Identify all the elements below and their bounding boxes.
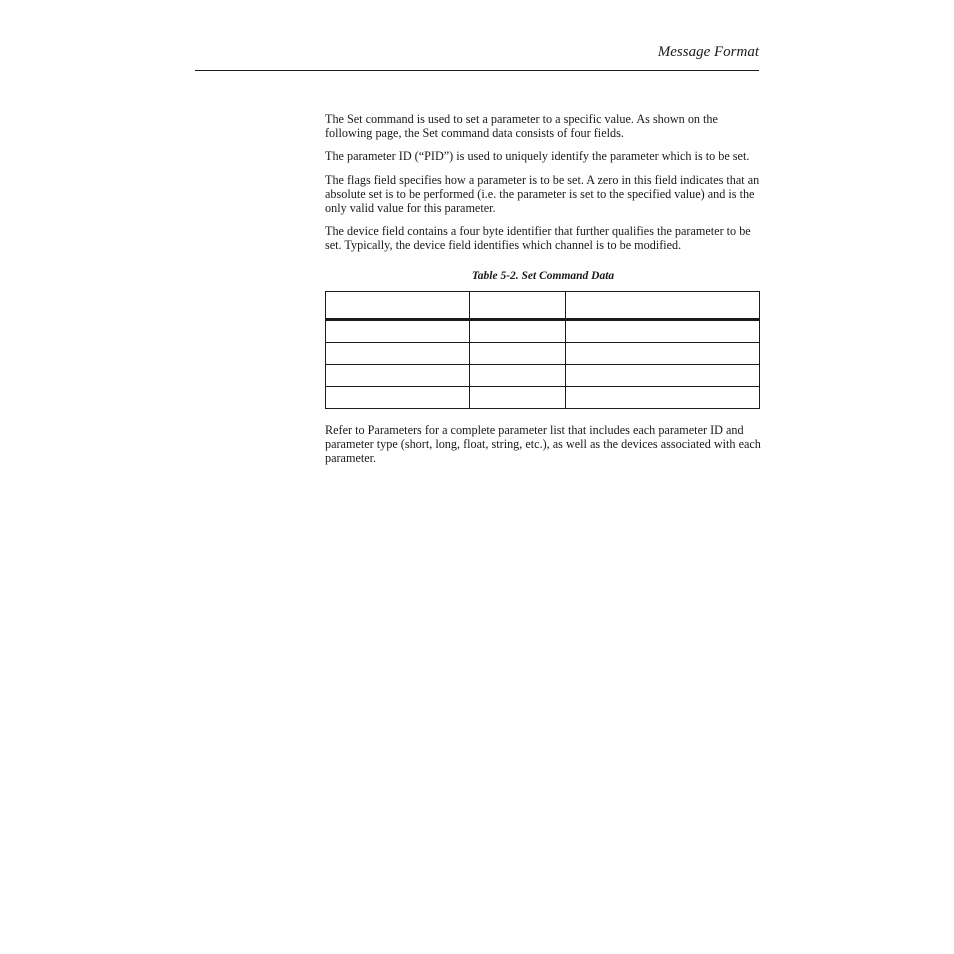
body-text xyxy=(325,112,761,474)
table-cell xyxy=(326,364,470,386)
table-cell xyxy=(470,364,566,386)
table-header-cell xyxy=(326,291,470,319)
header-rule xyxy=(195,70,759,71)
paragraph-refer-to-parameters: Refer to Parameters for a complete parameter list that includes each parameter ID and parameter type (short, long, float, string, etc.), as well as the devices associated with each parameter. xyxy=(325,422,761,466)
table-row xyxy=(326,364,760,386)
table-cell xyxy=(326,342,470,364)
table-cell xyxy=(470,386,566,408)
table-header-cell xyxy=(470,291,566,319)
table-cell xyxy=(470,342,566,364)
table-row xyxy=(326,342,760,364)
table-cell xyxy=(326,386,470,408)
paragraph-set-command: The Set command is used to set a parameter to a specific value. As shown on the following page, the Set command data consists of four fields. xyxy=(325,112,718,141)
table-header-cell xyxy=(566,291,760,319)
paragraph-device-field: The device field contains a four byte identifier that further qualifies the parameter to be set. Typically, the device field identifies which channel is to be modified. xyxy=(325,224,751,253)
table-cell xyxy=(566,386,760,408)
paragraph-flags-field: The flags field specifies how a parameter is to be set. A zero in this field indicates that an absolute set is to be performed (i.e. the parameter is set to the specified value) and is the only valid value for this parameter. xyxy=(325,172,760,216)
table-row xyxy=(326,386,760,408)
table-caption: Table 5-2. Set Command Data xyxy=(471,269,615,282)
table-header-row xyxy=(326,291,760,319)
paragraph-parameter-id: The parameter ID (“PID”) is used to uniquely identify the parameter which is to be set. xyxy=(325,149,750,164)
table-row xyxy=(326,319,760,342)
table-cell xyxy=(566,364,760,386)
table-cell xyxy=(470,319,566,342)
running-header-title: Message Format xyxy=(657,44,759,60)
table-cell xyxy=(566,319,760,342)
table-cell xyxy=(326,319,470,342)
table-cell xyxy=(566,342,760,364)
set-command-data-table xyxy=(325,291,760,409)
